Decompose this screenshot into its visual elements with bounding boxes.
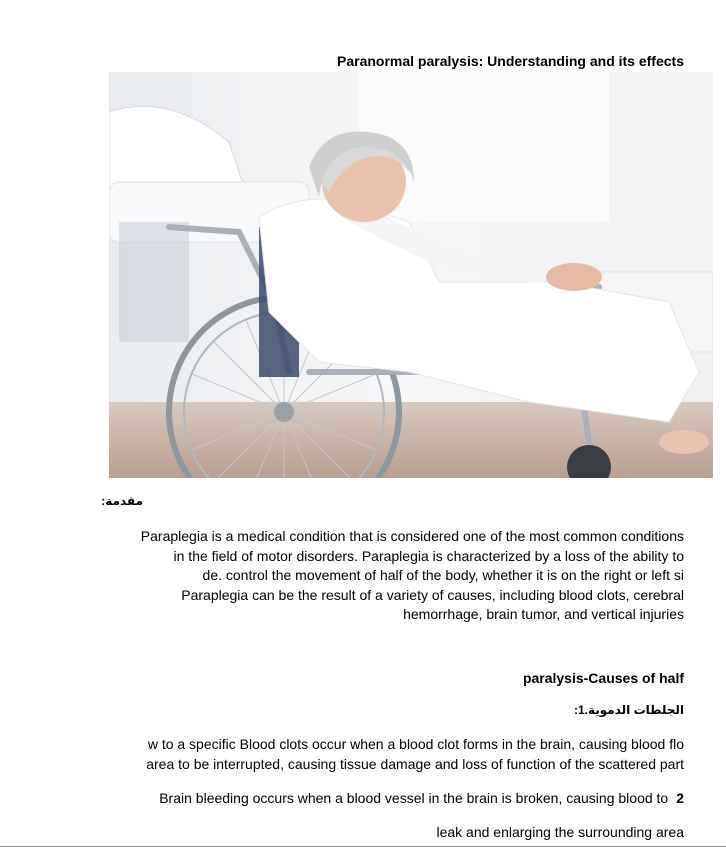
- intro-line: Paraplegia is a medical condition that is considered one of the most common conditions: [140, 528, 684, 544]
- document-title: Paranormal paralysis: Understanding and its effects: [337, 53, 684, 69]
- intro-line: in the field of motor disorders. Paraplegia is characterized by a loss of the ability to: [173, 547, 684, 564]
- intro-heading: مقدمة:: [101, 494, 143, 508]
- cause2-paragraph: [159, 789, 684, 809]
- cause1-line: w to a specific Blood clots occur when a blood clot forms in the brain, causing blood flo: [147, 736, 684, 752]
- cause2-continuation: leak and enlarging the surrounding area: [436, 824, 684, 840]
- intro-paragraph: [141, 527, 684, 625]
- causes-heading: paralysis-Causes of half: [522, 670, 684, 686]
- wheelchair-photo: [109, 72, 713, 478]
- cause2-line: Brain bleeding occurs when a blood vessel in the brain is broken, causing blood to: [159, 790, 669, 806]
- cause1-paragraph: [146, 735, 684, 774]
- intro-line: de. control the movement of half of the body, whether it is on the right or left si: [202, 567, 684, 583]
- cause2-number: 2: [676, 790, 684, 806]
- intro-line: Paraplegia can be the result of a variety of causes, including blood clots, cerebral: [181, 586, 684, 603]
- cause1-heading: الجلطات الدموية.1:: [573, 703, 684, 717]
- cause1-line: area to be interrupted, causing tissue damage and loss of function of the scattered part: [146, 755, 684, 772]
- intro-line: hemorrhage, brain tumor, and vertical injuries: [403, 606, 684, 622]
- page-bottom-divider: [0, 846, 726, 847]
